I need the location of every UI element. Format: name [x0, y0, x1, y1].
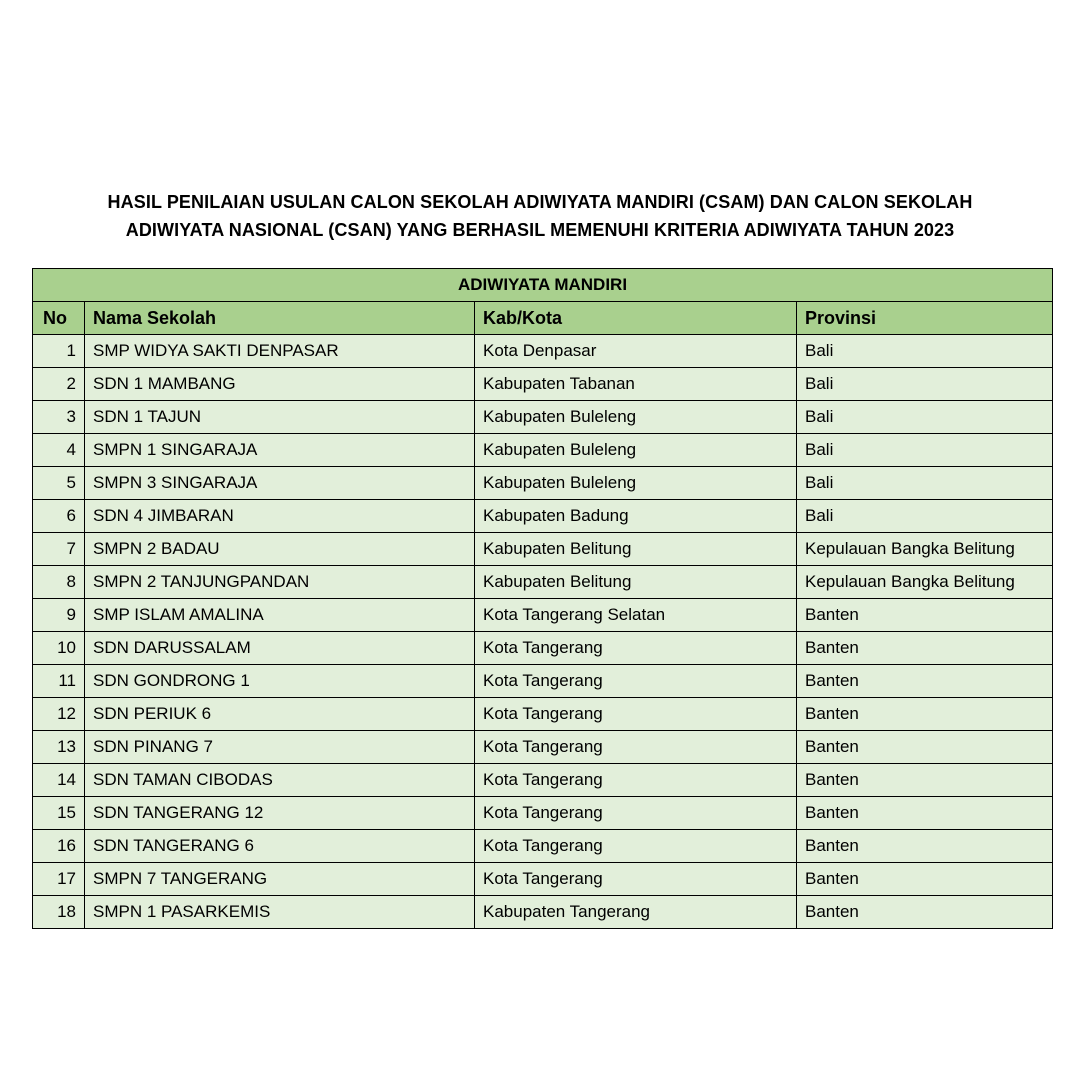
cell-nama-sekolah: SDN PINANG 7 [85, 731, 475, 764]
table-row [33, 797, 1053, 830]
cell-no: 10 [33, 632, 85, 665]
cell-nama-sekolah: SDN PERIUK 6 [85, 698, 475, 731]
table-row [33, 368, 1053, 401]
cell-kab-kota: Kabupaten Belitung [475, 533, 797, 566]
cell-no: 13 [33, 731, 85, 764]
cell-nama-sekolah: SDN TAMAN CIBODAS [85, 764, 475, 797]
cell-nama-sekolah: SDN 4 JIMBARAN [85, 500, 475, 533]
cell-provinsi: Banten [797, 797, 1053, 830]
adiwiyata-mandiri-table [32, 268, 1053, 929]
table-row [33, 830, 1053, 863]
cell-kab-kota: Kota Tangerang [475, 797, 797, 830]
cell-provinsi: Banten [797, 830, 1053, 863]
table-row [33, 599, 1053, 632]
document-title [60, 188, 1020, 244]
table-row [33, 665, 1053, 698]
cell-no: 14 [33, 764, 85, 797]
table-row [33, 335, 1053, 368]
table-body [33, 335, 1053, 929]
cell-no: 1 [33, 335, 85, 368]
table-row [33, 632, 1053, 665]
column-header-no: No [33, 302, 85, 335]
cell-nama-sekolah: SMPN 2 TANJUNGPANDAN [85, 566, 475, 599]
cell-nama-sekolah: SMPN 1 PASARKEMIS [85, 896, 475, 929]
cell-no: 3 [33, 401, 85, 434]
cell-no: 16 [33, 830, 85, 863]
cell-nama-sekolah: SMPN 1 SINGARAJA [85, 434, 475, 467]
table-row [33, 401, 1053, 434]
cell-nama-sekolah: SDN GONDRONG 1 [85, 665, 475, 698]
document-title-line-2: ADIWIYATA NASIONAL (CSAN) YANG BERHASIL MEMENUHI KRITERIA ADIWIYATA TAHUN 2023 [125, 220, 955, 240]
section-title-row [33, 269, 1053, 302]
cell-no: 18 [33, 896, 85, 929]
table-row [33, 467, 1053, 500]
cell-kab-kota: Kabupaten Buleleng [475, 467, 797, 500]
cell-kab-kota: Kota Tangerang [475, 731, 797, 764]
column-header-kab-kota: Kab/Kota [475, 302, 797, 335]
cell-provinsi: Banten [797, 896, 1053, 929]
cell-kab-kota: Kota Tangerang [475, 632, 797, 665]
column-header-provinsi: Provinsi [797, 302, 1053, 335]
column-header-nama-sekolah: Nama Sekolah [85, 302, 475, 335]
cell-kab-kota: Kabupaten Buleleng [475, 401, 797, 434]
table-row [33, 698, 1053, 731]
cell-provinsi: Banten [797, 863, 1053, 896]
cell-kab-kota: Kota Tangerang [475, 830, 797, 863]
table-row [33, 896, 1053, 929]
cell-provinsi: Bali [797, 467, 1053, 500]
cell-no: 9 [33, 599, 85, 632]
cell-no: 4 [33, 434, 85, 467]
table-row [33, 764, 1053, 797]
cell-provinsi: Bali [797, 434, 1053, 467]
table-row [33, 533, 1053, 566]
cell-no: 7 [33, 533, 85, 566]
cell-kab-kota: Kabupaten Tangerang [475, 896, 797, 929]
cell-nama-sekolah: SMPN 3 SINGARAJA [85, 467, 475, 500]
cell-provinsi: Bali [797, 368, 1053, 401]
cell-no: 17 [33, 863, 85, 896]
cell-nama-sekolah: SMPN 2 BADAU [85, 533, 475, 566]
table-row [33, 731, 1053, 764]
cell-kab-kota: Kota Denpasar [475, 335, 797, 368]
cell-provinsi: Bali [797, 335, 1053, 368]
cell-no: 8 [33, 566, 85, 599]
cell-provinsi: Banten [797, 698, 1053, 731]
cell-no: 6 [33, 500, 85, 533]
cell-kab-kota: Kota Tangerang [475, 863, 797, 896]
cell-kab-kota: Kabupaten Buleleng [475, 434, 797, 467]
cell-nama-sekolah: SMP WIDYA SAKTI DENPASAR [85, 335, 475, 368]
cell-provinsi: Bali [797, 500, 1053, 533]
table-row [33, 500, 1053, 533]
cell-provinsi: Kepulauan Bangka Belitung [797, 533, 1053, 566]
cell-kab-kota: Kabupaten Tabanan [475, 368, 797, 401]
cell-no: 2 [33, 368, 85, 401]
cell-nama-sekolah: SDN TANGERANG 6 [85, 830, 475, 863]
cell-kab-kota: Kabupaten Belitung [475, 566, 797, 599]
cell-nama-sekolah: SDN TANGERANG 12 [85, 797, 475, 830]
document-title-line-1: HASIL PENILAIAN USULAN CALON SEKOLAH ADIWIYATA MANDIRI (CSAM) DAN CALON SEKOLAH [107, 192, 973, 212]
cell-kab-kota: Kota Tangerang [475, 698, 797, 731]
cell-no: 12 [33, 698, 85, 731]
cell-provinsi: Banten [797, 764, 1053, 797]
cell-provinsi: Banten [797, 665, 1053, 698]
table-row [33, 434, 1053, 467]
cell-provinsi: Banten [797, 599, 1053, 632]
cell-no: 15 [33, 797, 85, 830]
cell-nama-sekolah: SMP ISLAM AMALINA [85, 599, 475, 632]
cell-nama-sekolah: SDN 1 TAJUN [85, 401, 475, 434]
table-row [33, 566, 1053, 599]
cell-provinsi: Bali [797, 401, 1053, 434]
cell-provinsi: Banten [797, 731, 1053, 764]
cell-no: 5 [33, 467, 85, 500]
cell-provinsi: Banten [797, 632, 1053, 665]
section-title: ADIWIYATA MANDIRI [33, 269, 1053, 302]
cell-kab-kota: Kota Tangerang [475, 764, 797, 797]
cell-kab-kota: Kota Tangerang [475, 665, 797, 698]
cell-kab-kota: Kabupaten Badung [475, 500, 797, 533]
cell-nama-sekolah: SDN DARUSSALAM [85, 632, 475, 665]
cell-provinsi: Kepulauan Bangka Belitung [797, 566, 1053, 599]
table-row [33, 863, 1053, 896]
cell-nama-sekolah: SMPN 7 TANGERANG [85, 863, 475, 896]
cell-no: 11 [33, 665, 85, 698]
column-header-row [33, 302, 1053, 335]
cell-nama-sekolah: SDN 1 MAMBANG [85, 368, 475, 401]
cell-kab-kota: Kota Tangerang Selatan [475, 599, 797, 632]
